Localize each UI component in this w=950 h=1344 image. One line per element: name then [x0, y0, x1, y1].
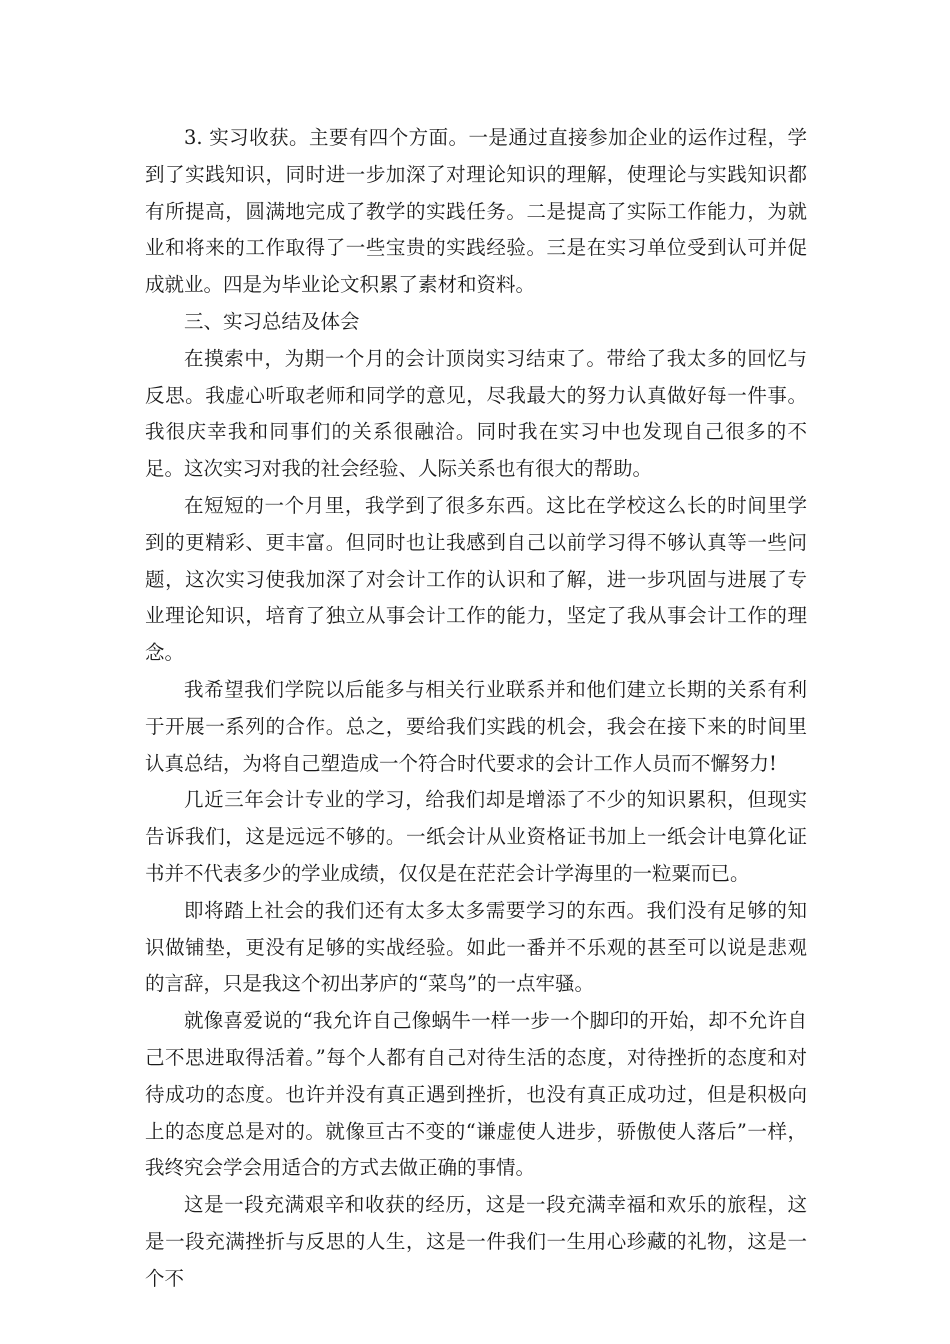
- section-heading-summary: 三、实习总结及体会: [184, 309, 360, 333]
- paragraph-internship-gains: 3. 实习收获。主要有四个方面。一是通过直接参加企业的运作过程，学到了实践知识，同时进一步加深了对理论知识的理解，使理论与实践知识都有所提高，圆满地完成了教学的实践任务。二是提高了实际工作能力，为就业和将来的工作取得了一些宝贵的实践经验。三是在实习单位受到认可并促成就业。四是为毕业论文积累了素材和资料。: [145, 126, 807, 297]
- paragraph-reflection: 在摸索中，为期一个月的会计顶岗实习结束了。带给了我太多的回忆与反思。我虚心听取老师和同学的意见，尽我最大的努力认真做好每一件事。我很庆幸我和同事们的关系很融洽。同时我在实习中也发现自己很多的不足。这次实习对我的社会经验、人际关系也有很大的帮助。: [145, 346, 807, 481]
- paragraph-hope: 我希望我们学院以后能多与相关行业联系并和他们建立长期的关系有利于开展一系列的合作。总之，要给我们实践的机会，我会在接下来的时间里认真总结，为将自己塑造成一个符合时代要求的会计工作人员而不懈努力!: [145, 677, 807, 775]
- document-page: [145, 120, 807, 1298]
- paragraph-attitude: 就像喜爱说的“我允许自己像蜗牛一样一步一个脚印的开始，却不允许自己不思进取得活着。”每个人都有自己对待生活的态度，对待挫折的态度和对待成功的态度。也许并没有真正遇到挫折，也没有真正成功过，但是积极向上的态度总是对的。就像亘古不变的“谦虚使人进步，骄傲使人落后”一样，我终究会学会用适合的方式去做正确的事情。: [145, 1009, 807, 1180]
- paragraph-three-years: 几近三年会计专业的学习，给我们却是增添了不少的知识累积，但现实告诉我们，这是远远不够的。一纸会计从业资格证书加上一纸会计电算化证书并不代表多少的学业成绩，仅仅是在茫茫会计学海里的一粒粟而已。: [145, 788, 807, 885]
- paragraph-society: 即将踏上社会的我们还有太多太多需要学习的东西。我们没有足够的知识做铺垫，更没有足够的实战经验。如此一番并不乐观的甚至可以说是悲观的言辞，只是我这个初出茅庐的“菜鸟”的一点牢骚。: [145, 898, 807, 996]
- paragraph-journey: 这是一段充满艰辛和收获的经历，这是一段充满幸福和欢乐的旅程，这是一段充满挫折与反思的人生，这是一件我们一生用心珍藏的礼物，这是一个不: [145, 1193, 807, 1290]
- paragraph-learning: 在短短的一个月里，我学到了很多东西。这比在学校这么长的时间里学到的更精彩、更丰富。但同时也让我感到自己以前学习得不够认真等一些问题，这次实习使我加深了对会计工作的认识和了解，进一步巩固与进展了专业理论知识，培育了独立从事会计工作的能力，坚定了我从事会计工作的理念。: [145, 493, 807, 665]
